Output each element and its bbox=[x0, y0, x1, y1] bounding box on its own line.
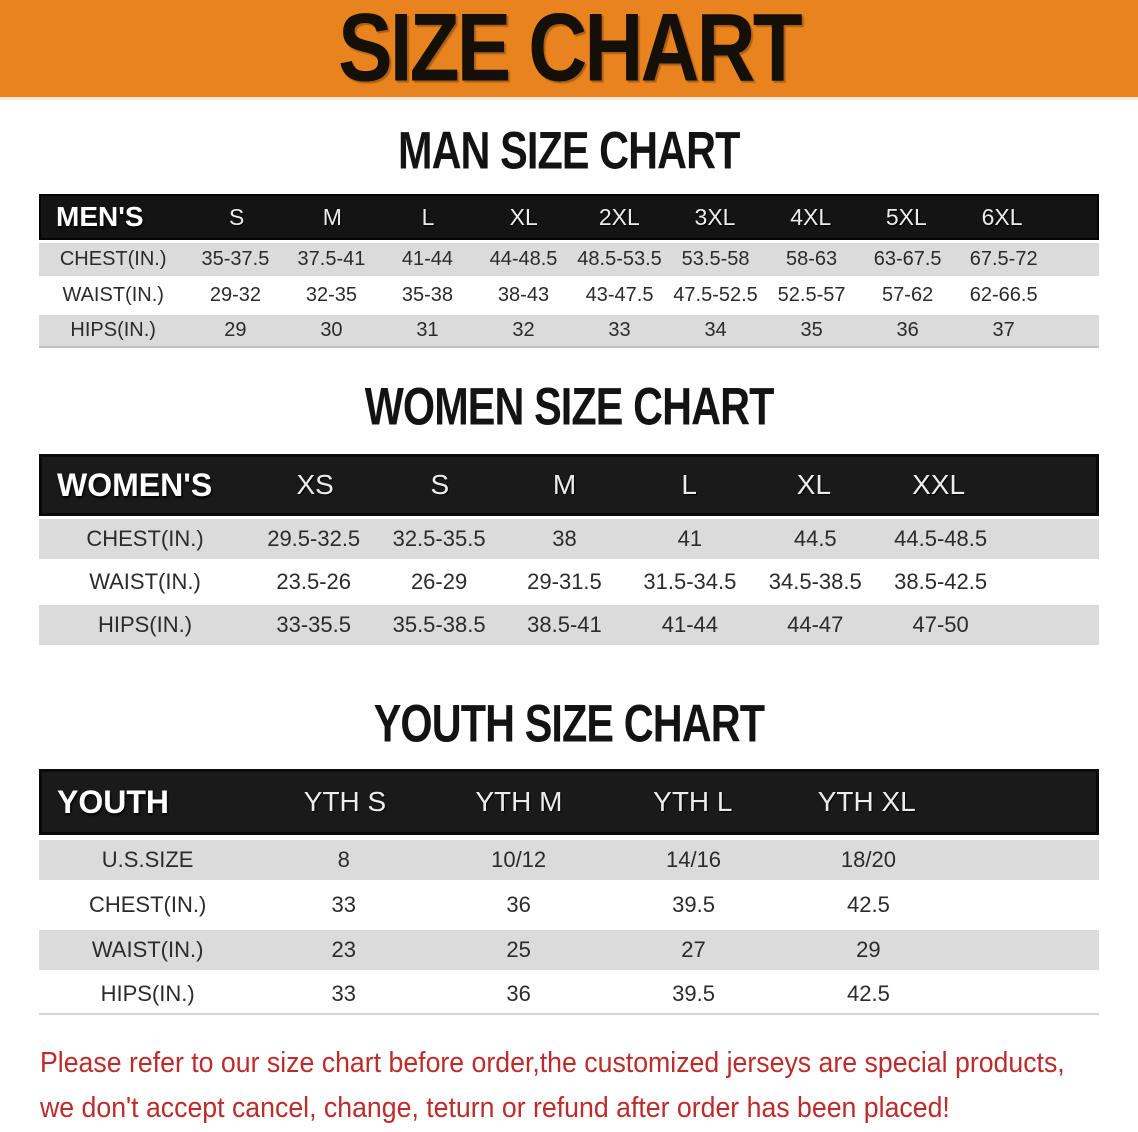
column-header: XL bbox=[509, 203, 538, 230]
size-cell: 39.5 bbox=[672, 892, 715, 917]
size-cell: 8 bbox=[337, 847, 350, 872]
size-cell: 43-47.5 bbox=[585, 284, 654, 306]
size-cell: 36 bbox=[506, 981, 531, 1006]
women-heading-text: WOMEN SIZE CHART bbox=[364, 376, 774, 436]
youth-section-heading bbox=[0, 693, 1138, 753]
size-cell: 26-29 bbox=[410, 569, 468, 594]
womens-size-table bbox=[39, 454, 1099, 645]
row-label: CHEST(IN.) bbox=[86, 526, 204, 551]
size-chart-banner bbox=[0, 0, 1138, 100]
table-row bbox=[39, 243, 1099, 276]
size-cell: 29-32 bbox=[209, 284, 261, 306]
size-cell: 39.5 bbox=[672, 981, 715, 1006]
women-section-heading bbox=[0, 376, 1138, 436]
disclaimer-text bbox=[40, 1041, 1065, 1131]
size-cell: 18/20 bbox=[840, 847, 896, 872]
size-cell: 38-43 bbox=[497, 284, 550, 306]
size-cell: 34 bbox=[704, 319, 727, 341]
column-header: S bbox=[228, 203, 245, 230]
size-cell: 42.5 bbox=[847, 892, 890, 917]
size-cell: 44.5-48.5 bbox=[894, 526, 988, 551]
size-cell: 29.5-32.5 bbox=[267, 526, 361, 551]
size-cell: 37 bbox=[992, 319, 1015, 341]
row-label: HIPS(IN.) bbox=[70, 319, 156, 341]
column-header: M bbox=[552, 469, 577, 500]
size-cell: 31 bbox=[416, 319, 439, 341]
size-cell: 32-35 bbox=[305, 284, 358, 306]
womens-corner-label: WOMEN'S bbox=[57, 466, 213, 503]
disclaimer-line-2: we don't accept cancel, change, teturn or refund after order has been placed! bbox=[40, 1092, 950, 1124]
table-row bbox=[39, 975, 1099, 1015]
mens-corner-label: MEN'S bbox=[56, 201, 144, 232]
womens-table-header bbox=[39, 454, 1099, 516]
column-header: 4XL bbox=[790, 203, 832, 230]
row-label: CHEST(IN.) bbox=[59, 248, 167, 270]
size-cell: 35 bbox=[800, 319, 823, 341]
size-cell: 29 bbox=[856, 937, 881, 962]
column-header: M bbox=[322, 203, 342, 230]
size-cell: 35-38 bbox=[401, 284, 454, 306]
banner-title: SIZE CHART bbox=[338, 0, 800, 102]
table-row bbox=[39, 605, 1099, 645]
column-header: 6XL bbox=[981, 203, 1023, 230]
size-cell: 52.5-57 bbox=[777, 284, 846, 306]
size-cell: 47-50 bbox=[912, 612, 969, 637]
size-cell: 33 bbox=[331, 981, 356, 1006]
column-header: XXL bbox=[912, 469, 966, 500]
table-row bbox=[39, 562, 1099, 602]
size-cell: 35.5-38.5 bbox=[392, 612, 486, 637]
row-label: U.S.SIZE bbox=[101, 847, 194, 872]
table-row bbox=[39, 315, 1099, 348]
men-section-heading bbox=[0, 120, 1138, 180]
youth-corner-label: YOUTH bbox=[57, 783, 169, 820]
column-header: 2XL bbox=[598, 203, 640, 230]
size-cell: 34.5-38.5 bbox=[768, 569, 862, 594]
row-label: CHEST(IN.) bbox=[88, 892, 207, 917]
size-cell: 23 bbox=[331, 937, 356, 962]
size-cell: 33-35.5 bbox=[276, 612, 351, 637]
mens-size-table bbox=[39, 194, 1099, 348]
men-heading-text: MAN SIZE CHART bbox=[398, 120, 740, 180]
column-header: S bbox=[430, 469, 450, 500]
size-cell: 32.5-35.5 bbox=[392, 526, 486, 551]
column-header: L bbox=[421, 203, 435, 230]
column-header: XL bbox=[796, 469, 832, 500]
size-cell: 29-31.5 bbox=[527, 569, 602, 594]
column-header: YTH M bbox=[475, 786, 563, 817]
size-cell: 14/16 bbox=[665, 847, 722, 872]
column-header: 5XL bbox=[885, 203, 927, 230]
size-cell: 44.5 bbox=[793, 526, 837, 551]
column-header: YTH S bbox=[303, 786, 387, 817]
size-cell: 37.5-41 bbox=[297, 248, 366, 270]
column-header: YTH XL bbox=[817, 786, 916, 817]
size-cell: 35-37.5 bbox=[201, 248, 270, 270]
size-cell: 62-66.5 bbox=[969, 284, 1038, 306]
column-header: XS bbox=[296, 469, 334, 500]
size-cell: 36 bbox=[506, 892, 531, 917]
row-label: WAIST(IN.) bbox=[89, 569, 201, 594]
size-cell: 47.5-52.5 bbox=[673, 284, 758, 306]
size-cell: 30 bbox=[320, 319, 343, 341]
size-cell: 63-67.5 bbox=[873, 248, 942, 270]
column-header: L bbox=[681, 469, 697, 500]
table-row bbox=[39, 885, 1099, 925]
disclaimer-line-1: Please refer to our size chart before order,the customized jerseys are special products, bbox=[40, 1047, 1065, 1079]
size-cell: 44-47 bbox=[787, 612, 844, 637]
table-row bbox=[39, 930, 1099, 970]
size-cell: 38.5-41 bbox=[527, 612, 602, 637]
size-cell: 25 bbox=[506, 937, 531, 962]
youth-table-header bbox=[39, 769, 1099, 835]
size-cell: 58-63 bbox=[786, 248, 838, 270]
size-cell: 41 bbox=[677, 526, 703, 551]
size-cell: 53.5-58 bbox=[681, 248, 750, 270]
row-label: WAIST(IN.) bbox=[62, 284, 164, 306]
table-row bbox=[39, 279, 1099, 312]
row-label: WAIST(IN.) bbox=[91, 937, 204, 962]
size-cell: 57-62 bbox=[882, 284, 934, 306]
row-label: HIPS(IN.) bbox=[97, 612, 193, 637]
size-cell: 33 bbox=[608, 319, 631, 341]
size-cell: 36 bbox=[896, 319, 919, 341]
size-cell: 27 bbox=[681, 937, 706, 962]
table-row bbox=[39, 519, 1099, 559]
size-cell: 33 bbox=[331, 892, 356, 917]
size-cell: 44-48.5 bbox=[489, 248, 558, 270]
size-cell: 29 bbox=[224, 319, 247, 341]
size-cell: 31.5-34.5 bbox=[643, 569, 737, 594]
size-cell: 38 bbox=[552, 526, 577, 551]
mens-table-header bbox=[39, 194, 1099, 240]
size-cell: 41-44 bbox=[661, 612, 718, 637]
size-cell: 10/12 bbox=[491, 847, 547, 872]
table-row bbox=[39, 840, 1099, 880]
size-cell: 23.5-26 bbox=[276, 569, 351, 594]
size-cell: 32 bbox=[512, 319, 535, 341]
column-header: YTH L bbox=[653, 786, 733, 817]
column-header: 3XL bbox=[694, 203, 736, 230]
row-label: HIPS(IN.) bbox=[100, 981, 195, 1006]
youth-heading-text: YOUTH SIZE CHART bbox=[373, 693, 765, 753]
youth-size-table bbox=[39, 769, 1099, 1015]
size-cell: 42.5 bbox=[847, 981, 890, 1006]
size-cell: 38.5-42.5 bbox=[894, 569, 988, 594]
size-cell: 41-44 bbox=[401, 248, 454, 270]
size-cell: 67.5-72 bbox=[969, 248, 1038, 270]
size-cell: 48.5-53.5 bbox=[577, 248, 662, 270]
